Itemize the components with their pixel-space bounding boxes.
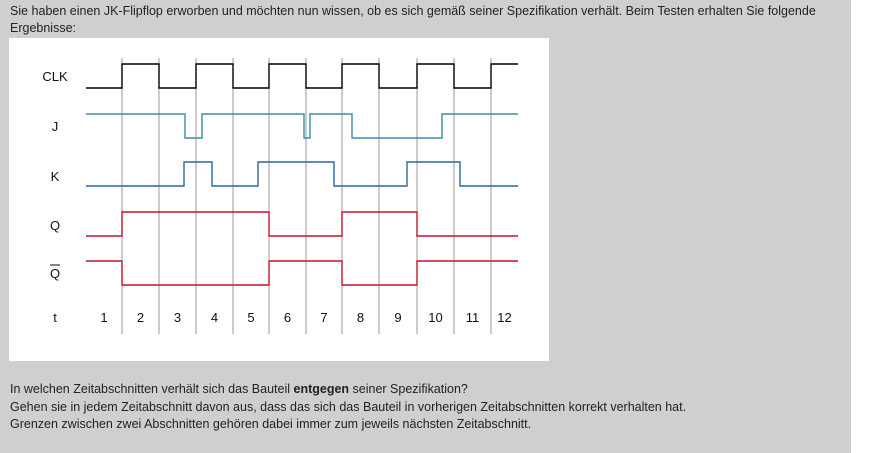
timing-diagram — [9, 38, 549, 361]
time-slot-9: 9 — [394, 310, 402, 325]
signal-label-qbar: Q — [49, 266, 61, 281]
question-line-2: Gehen sie in jedem Zeitabschnitt davon aus, dass das sich das Bauteil in vorherigen Zeitabschnitten korrekt verhalten hat. — [10, 399, 687, 414]
intro-text: Sie haben einen JK-Flipflop erworben und möchten nun wissen, ob es sich gemäß seiner Spezifikation verhält. Beim Testen erhalten Sie folgende Ergebnisse: — [10, 4, 816, 35]
timing-diagram-svg — [9, 38, 549, 361]
time-slot-8: 8 — [356, 310, 365, 325]
waveform-qbar — [86, 261, 518, 285]
waveform-clk — [86, 64, 518, 88]
question-block — [10, 381, 840, 434]
time-slot-7: 7 — [320, 310, 328, 325]
emphasis-entgegen: entgegen — [293, 382, 350, 396]
question-line-3: Grenzen zwischen zwei Abschnitten gehören dabei immer zum jeweils nächsten Zeitabschnitt. — [10, 417, 532, 431]
signal-label-j: J — [51, 119, 59, 134]
waveform-j — [86, 114, 518, 138]
question-line-1: In welchen Zeitabschnitten verhält sich das Bauteil entgegen seiner Spezifikation? — [10, 382, 468, 396]
time-slot-10: 10 — [428, 310, 443, 325]
signal-label-clk: CLK — [42, 69, 68, 84]
time-slot-6: 6 — [283, 310, 292, 325]
time-slot-1: 1 — [100, 310, 108, 325]
time-slot-12: 12 — [497, 310, 512, 325]
time-slot-2: 2 — [136, 310, 145, 325]
time-slot-4: 4 — [210, 310, 219, 325]
signal-label-k: K — [50, 169, 60, 184]
time-slot-5: 5 — [247, 310, 255, 325]
time-slot-11: 11 — [465, 310, 480, 325]
time-label: t — [53, 310, 57, 325]
waveform-q — [86, 212, 518, 236]
time-slot-3: 3 — [173, 310, 182, 325]
signal-label-q: Q — [49, 218, 61, 233]
waveform-k — [86, 162, 518, 186]
